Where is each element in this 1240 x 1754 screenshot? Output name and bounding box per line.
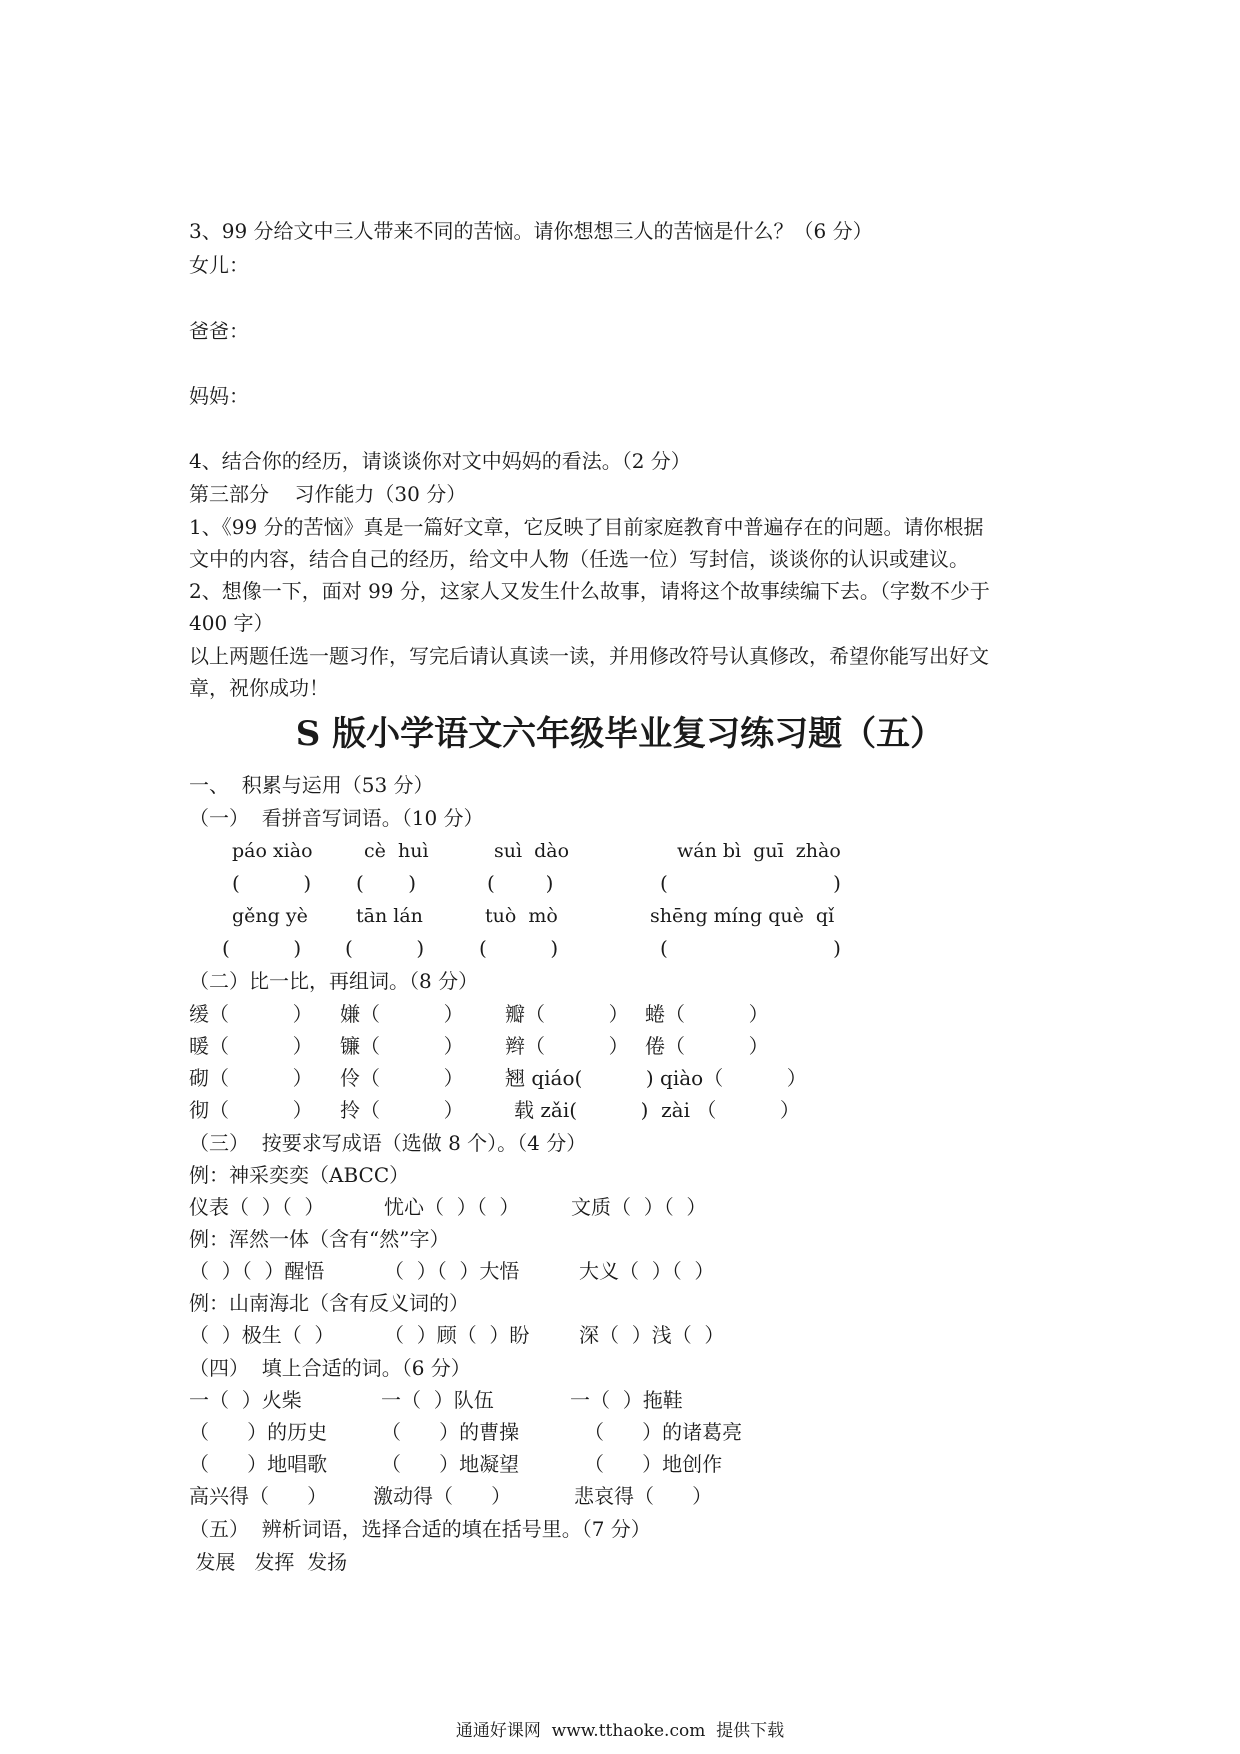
subsection-1-heading: （一） 看拼音写词语。（10 分） [189, 806, 484, 830]
compare-item: 暖（ ） [189, 1034, 313, 1058]
word-choices: 发展 发挥 发扬 [189, 1550, 348, 1574]
compare-item: 瓣（ ） [505, 1002, 629, 1026]
answer-label-father: 爸爸： [189, 319, 249, 343]
answer-bracket[interactable]: ( ) [356, 871, 417, 895]
compare-item: 蜷（ ） [645, 1002, 769, 1026]
fill-item: 悲哀得（ ） [574, 1484, 713, 1508]
fill-item: 一（ ）火柴 [189, 1388, 302, 1412]
answer-bracket[interactable]: ( ) [660, 936, 841, 960]
fill-item: （ ）地唱歌 [189, 1452, 328, 1476]
pinyin-item: páo xiào [232, 840, 313, 862]
idiom-item: 大义（ ）（ ） [579, 1259, 715, 1283]
fill-item: （ ）的诸葛亮 [584, 1420, 743, 1444]
answer-bracket[interactable]: ( ) [660, 871, 841, 895]
writing-task-2-line-2: 400 字） [189, 611, 274, 635]
compare-item: 缓（ ） [189, 1002, 313, 1026]
fill-item: 激动得（ ） [373, 1484, 512, 1508]
answer-bracket[interactable]: ( ) [222, 936, 302, 960]
fill-item: 一（ ）队伍 [381, 1388, 494, 1412]
fill-item: 一（ ）拖鞋 [570, 1388, 683, 1412]
idiom-example: 例：神采奕奕（ABCC） [189, 1163, 410, 1187]
subsection-3-heading: （三） 按要求写成语（选做 8 个）。（4 分） [189, 1131, 587, 1155]
writing-note-line-1: 以上两题任选一题习作，写完后请认真读一读，并用修改符号认真修改，希望你能写出好文 [189, 644, 989, 668]
compare-item: 彻（ ） [189, 1098, 313, 1122]
page-title: S 版小学语文六年级毕业复习练习题（五） [295, 714, 945, 754]
answer-label-daughter: 女儿： [189, 253, 249, 277]
question-3: 3、99 分给文中三人带来不同的苦恼。请你想想三人的苦恼是什么？（6 分） [189, 219, 873, 243]
idiom-example: 例：山南海北（含有反义词的） [189, 1291, 469, 1315]
pinyin-item: suì dào [494, 840, 570, 862]
idiom-item: 深（ ）浅（ ） [579, 1323, 725, 1347]
idiom-item: 仪表（ ）（ ） [189, 1195, 325, 1219]
pinyin-item: shēng míng què qǐ [650, 905, 835, 927]
answer-bracket[interactable]: ( ) [487, 871, 554, 895]
idiom-example: 例：浑然一体（含有“然”字） [189, 1227, 450, 1251]
compare-item: 伶（ ） [340, 1066, 464, 1090]
fill-item: （ ）地凝望 [381, 1452, 520, 1476]
section-1-heading: 一、 积累与运用（53 分） [189, 773, 434, 797]
footer-credit: 通通好课网 www.tthaoke.com 提供下载 [455, 1721, 785, 1741]
subsection-5-heading: （五） 辨析词语，选择合适的填在括号里。（7 分） [189, 1517, 651, 1541]
writing-task-1-line-1: 1、《99 分的苦恼》真是一篇好文章，它反映了目前家庭教育中普遍存在的问题。请你根据 [189, 515, 984, 539]
writing-task-1-line-2: 文中的内容，结合自己的经历，给文中人物（任选一位）写封信，谈谈你的认识或建议。 [189, 547, 969, 571]
idiom-item: 忧心（ ）（ ） [384, 1195, 520, 1219]
compare-item: 拎（ ） [340, 1098, 464, 1122]
fill-item: （ ）的曹操 [381, 1420, 520, 1444]
compare-item: 镰（ ） [340, 1034, 464, 1058]
idiom-item: （ ）（ ）大悟 [384, 1259, 520, 1283]
writing-task-2-line-1: 2、想像一下，面对 99 分，这家人又发生什么故事，请将这个故事续编下去。（字数不少于 [189, 579, 990, 603]
fill-item: （ ）地创作 [584, 1452, 723, 1476]
pinyin-item: tān lán [356, 905, 423, 927]
compare-item: 嫌（ ） [340, 1002, 464, 1026]
fill-item: （ ）的历史 [189, 1420, 328, 1444]
question-4: 4、结合你的经历，请谈谈你对文中妈妈的看法。（2 分） [189, 449, 691, 473]
compare-item: 砌（ ） [189, 1066, 313, 1090]
answer-label-mother: 妈妈： [189, 384, 249, 408]
writing-note-line-2: 章，祝你成功！ [189, 676, 329, 700]
subsection-2-heading: （二）比一比，再组词。（8 分） [189, 969, 479, 993]
idiom-item: （ ）（ ）醒悟 [189, 1259, 325, 1283]
compare-item: 辫（ ） [505, 1034, 629, 1058]
compare-item: 倦（ ） [645, 1034, 769, 1058]
pinyin-item: gěng yè [232, 905, 308, 927]
compare-item: 翘 qiáo( ) qiào（ ） [505, 1066, 807, 1090]
pinyin-item: cè huì [364, 840, 429, 862]
subsection-4-heading: （四） 填上合适的词。（6 分） [189, 1356, 471, 1380]
idiom-item: 文质（ ）（ ） [571, 1195, 707, 1219]
idiom-item: （ ）极生（ ） [189, 1323, 335, 1347]
compare-item: 载 zǎi( ) zài （ ） [514, 1098, 800, 1122]
pinyin-item: wán bì guī zhào [677, 840, 841, 862]
answer-bracket[interactable]: ( ) [345, 936, 425, 960]
fill-item: 高兴得（ ） [189, 1484, 328, 1508]
answer-bracket[interactable]: ( ) [479, 936, 559, 960]
part-3-heading: 第三部分 习作能力（30 分） [189, 482, 467, 506]
idiom-item: （ ）顾（ ）盼 [384, 1323, 530, 1347]
pinyin-item: tuò mò [485, 905, 558, 927]
answer-bracket[interactable]: ( ) [232, 871, 312, 895]
